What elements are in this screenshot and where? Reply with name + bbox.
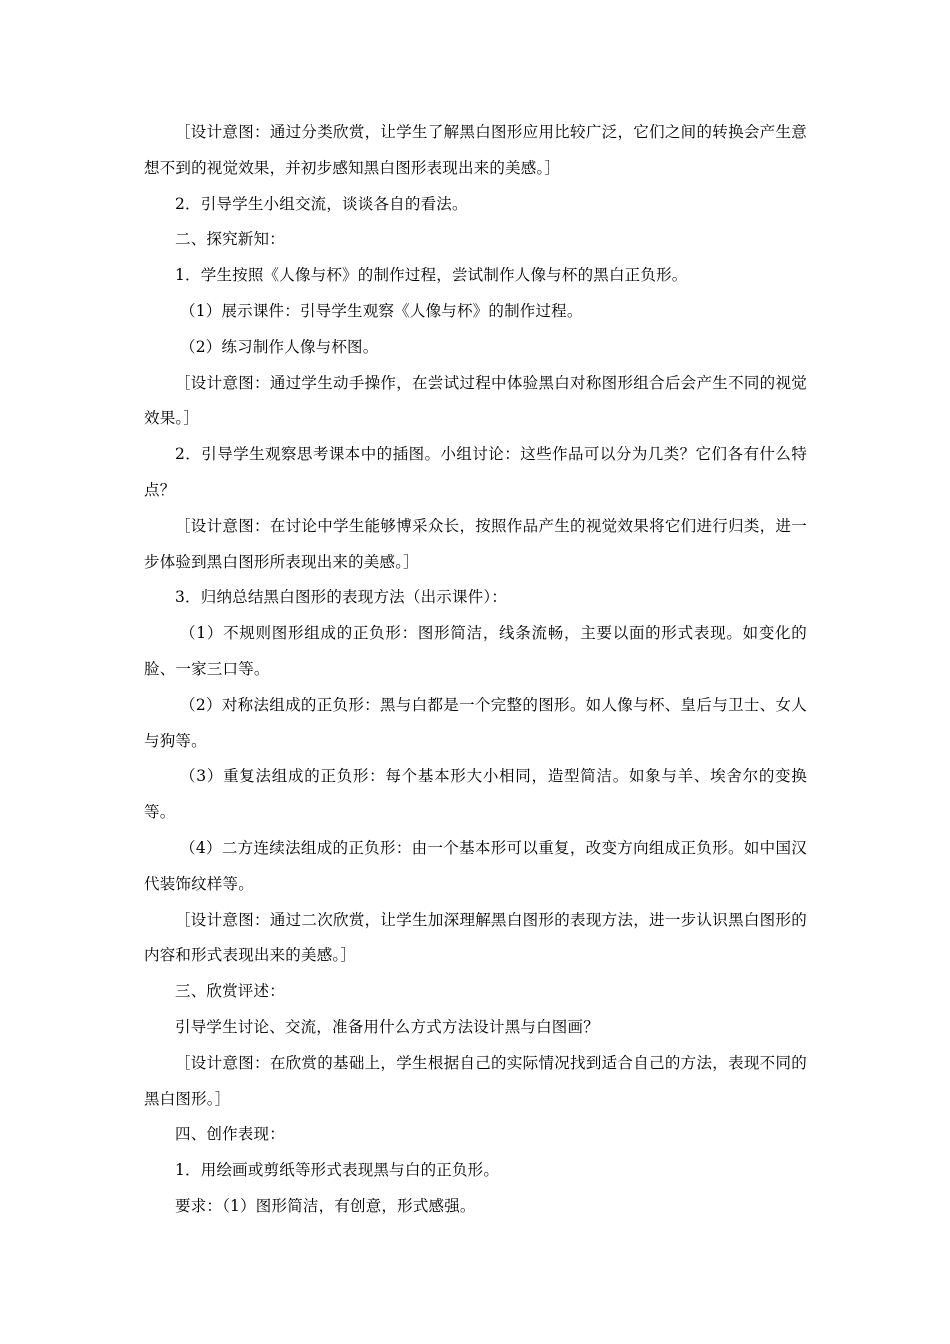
step-text: 2．引导学生小组交流，谈谈各自的看法。 [175,194,468,213]
sub-step-text: （3）重复法组成的正负形：每个基本形大小相同，造型简洁。如象与羊、埃舍尔的变换等。 [144,767,807,822]
requirement-text: 要求：（1）图形简洁，有创意，形式感强。 [175,1196,476,1215]
step-text: 1．用绘画或剪纸等形式表现黑与白的正负形。 [175,1161,500,1180]
sub-step-text: （2）对称法组成的正负形：黑与白都是一个完整的图形。如人像与杯、皇后与卫士、女人与狗等。 [144,695,807,750]
design-intent-note: ［设计意图：在欣赏的基础上，学生根据自己的实际情况找到适合自己的方法，表现不同的黑白图形。］ [144,1053,807,1108]
section-heading: 三、欣赏评述： [175,982,285,1001]
section-heading: 二、探究新知： [175,230,285,249]
sub-step-text: （2）练习制作人像与杯图。 [180,337,379,356]
document-page [144,115,807,1225]
design-intent-note: ［设计意图：在讨论中学生能够博采众长，按照作品产生的视觉效果将它们进行归类，进一步体验到黑白图形所表现出来的美感。］ [144,516,807,571]
step-text: 3．归纳总结黑白图形的表现方法（出示课件）： [175,588,508,607]
step-text: 引导学生讨论、交流，准备用什么方式方法设计黑与白图画？ [175,1017,599,1036]
design-intent-note: ［设计意图：通过二次欣赏，让学生加深理解黑白图形的表现方法，进一步认识黑白图形的内容和形式表现出来的美感。］ [144,910,807,965]
step-text: 2．引导学生观察思考课本中的插图。小组讨论：这些作品可以分为几类？它们各有什么特点？ [144,445,807,499]
design-intent-note: ［设计意图：通过分类欣赏，让学生了解黑白图形应用比较广泛，它们之间的转换会产生意想不到的视觉效果，并初步感知黑白图形表现出来的美感。］ [144,123,807,177]
sub-step-text: （1）不规则图形组成的正负形：图形简洁，线条流畅，主要以面的形式表现。如变化的脸、一家三口等。 [144,624,807,678]
design-intent-note: ［设计意图：通过学生动手操作，在尝试过程中体验黑白对称图形组合后会产生不同的视觉效果。］ [144,373,807,428]
step-text: 1．学生按照《人像与杯》的制作过程，尝试制作人像与杯的黑白正负形。 [175,266,688,285]
sub-step-text: （1）展示课件：引导学生观察《人像与杯》的制作过程。 [180,301,583,320]
section-heading: 四、创作表现： [175,1125,285,1144]
sub-step-text: （4）二方连续法组成的正负形：由一个基本形可以重复，改变方向组成正负形。如中国汉代装饰纹样等。 [144,838,807,893]
